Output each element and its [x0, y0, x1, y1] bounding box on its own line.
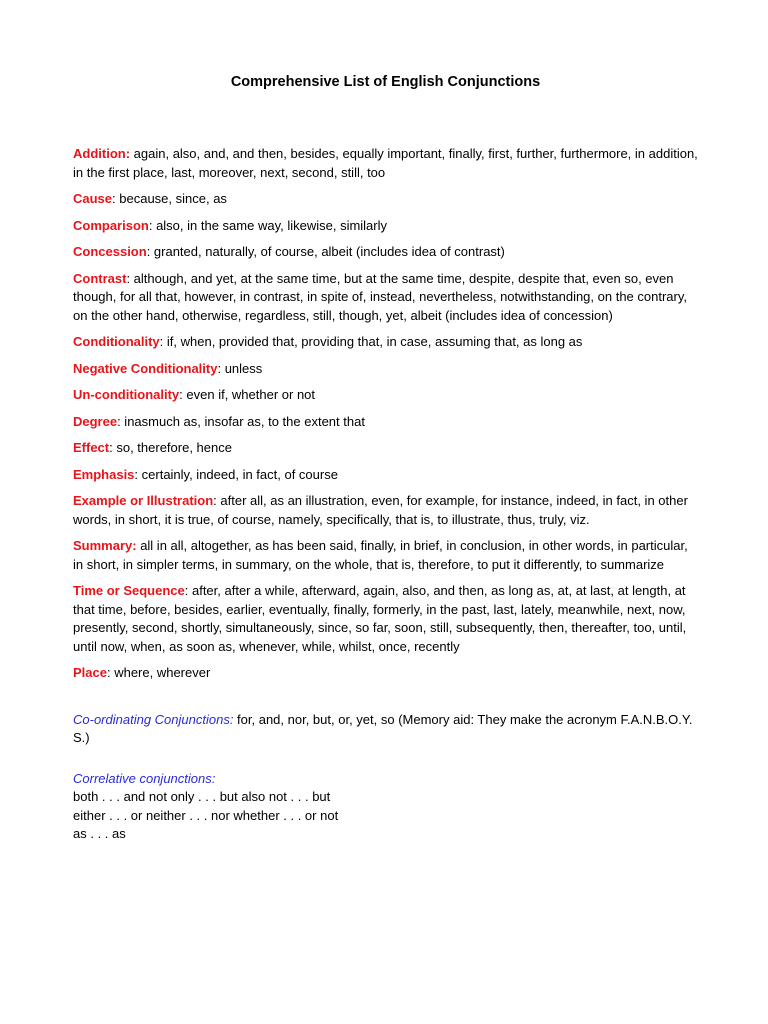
page-title: Comprehensive List of English Conjunctions	[230, 74, 541, 90]
entry-example	[73, 492, 698, 529]
entry-label: Negative Conditionality	[73, 360, 218, 376]
coordinating-text: for, and, nor, but, or, yet, so (Memory aid: They make the acronym F.A.N.B.O.Y. S.)	[73, 711, 693, 745]
entry-label: Emphasis	[73, 466, 135, 482]
entry-label: Cause	[73, 191, 113, 206]
correlative-line: as . . . as	[73, 826, 126, 841]
entry-text: : even if, whether or not	[179, 387, 316, 402]
entry-text: : after, after a while, afterward, again, also, and then, as long as, at, at last, at length, at that time, before, besides, earlier, eventually, finally, formerly, in the past, last, lately, meanwhile, next, now, presently, second, shortly, simultaneously, since, so far, soon, still, subsequently, then, thereafter, too, until, until now, when, as soon as, whenever, while, whilst, once, recently	[73, 583, 687, 654]
entry-text: : also, in the same way, likewise, similarly	[148, 217, 388, 233]
correlative-line: either . . . or neither . . . nor whether . . . or not	[73, 807, 339, 823]
entry-text: : where, wherever	[106, 665, 211, 680]
entry-conditionality	[73, 333, 698, 352]
entry-label: Effect	[73, 440, 110, 455]
conjunction-list	[73, 145, 698, 683]
entry-text: : if, when, provided that, providing that, in case, assuming that, as long as	[159, 334, 583, 349]
entry-concession	[73, 243, 698, 262]
entry-label: Comparison	[73, 217, 149, 233]
entry-text: : inasmuch as, insofar as, to the extent that	[117, 413, 365, 429]
entry-label: Addition:	[73, 146, 131, 161]
entry-comparison	[73, 217, 698, 236]
entry-emphasis	[73, 466, 698, 485]
entry-label: Conditionality	[73, 334, 160, 349]
entry-text: : unless	[217, 360, 263, 376]
entry-text: : after all, as an illustration, even, for example, for instance, indeed, in fact, in other words, in short, it is true, of course, namely, specifically, that is, to illustrate, thus, truly, viz.	[73, 493, 688, 527]
entry-label: Concession	[73, 244, 147, 259]
entry-contrast	[73, 270, 698, 326]
entry-label: Degree	[73, 413, 118, 429]
entry-label: Contrast	[73, 270, 127, 286]
entry-text: : granted, naturally, of course, albeit (includes idea of contrast)	[146, 244, 505, 259]
entry-unconditionality	[73, 386, 698, 405]
coordinating-section	[73, 711, 698, 748]
entry-label: Example or Illustration	[73, 493, 214, 508]
entry-text: : certainly, indeed, in fact, of course	[134, 466, 338, 482]
correlative-section	[73, 770, 698, 844]
entry-place	[73, 664, 698, 683]
entry-text: all in all, altogether, as has been said, finally, in brief, in conclusion, in other words, in particular, in short, in simpler terms, in summary, on the whole, that is, therefore, to put it differently, to summarize	[73, 538, 688, 572]
coordinating-label: Co-ordinating Conjunctions:	[73, 711, 234, 727]
entry-label: Place	[73, 665, 107, 680]
entry-summary	[73, 537, 698, 574]
entry-effect	[73, 439, 698, 458]
entry-text: : so, therefore, hence	[109, 440, 232, 455]
entry-label: Un-conditionality	[73, 387, 180, 402]
entry-addition	[73, 145, 698, 182]
entry-text: again, also, and, and then, besides, equally important, finally, first, further, furthermore, in addition, in the first place, last, moreover, next, second, still, too	[73, 146, 698, 180]
correlative-line: both . . . and not only . . . but also not . . . but	[73, 789, 331, 804]
entry-degree	[73, 413, 698, 432]
entry-label: Summary:	[73, 538, 137, 553]
entry-label: Time or Sequence	[73, 583, 185, 598]
entry-negative-conditionality	[73, 360, 698, 379]
correlative-label: Correlative conjunctions:	[73, 770, 216, 786]
entry-cause	[73, 190, 698, 209]
entry-time-sequence	[73, 582, 698, 656]
entry-text: : because, since, as	[112, 191, 227, 206]
entry-text: : although, and yet, at the same time, but at the same time, despite, despite that, even so, even though, for all that, however, in contrast, in spite of, instead, nevertheless, notwithstanding, on the contrary, on the other hand, otherwise, regardless, still, though, yet, albeit (includes idea of concession)	[73, 270, 688, 323]
